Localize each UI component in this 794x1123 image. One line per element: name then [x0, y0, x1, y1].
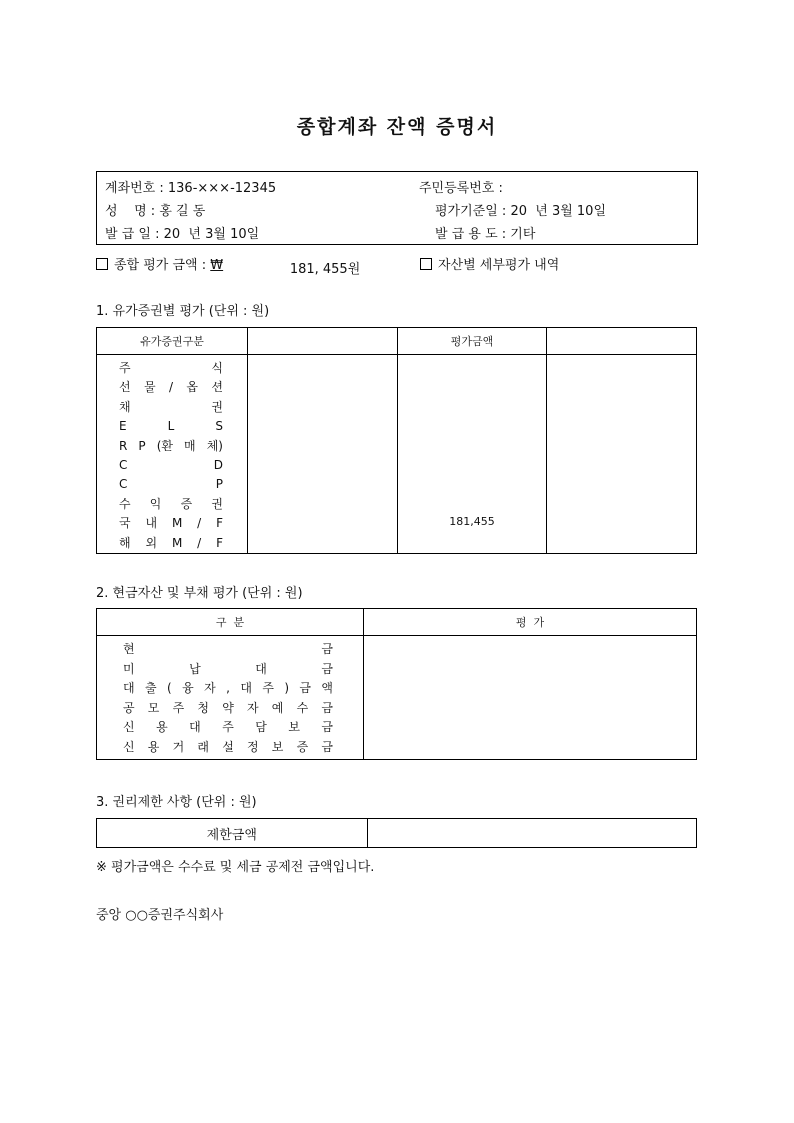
total-currency: ₩	[210, 258, 224, 273]
cash-type-cell	[97, 636, 364, 760]
issue-purpose: 발 급 용 도 : 기타	[435, 227, 536, 242]
section2-heading: 2. 현금자산 및 부채 평가 (단위 : 원)	[96, 586, 303, 601]
name-label: 성 명	[105, 204, 147, 219]
list-item: 주 식	[119, 361, 223, 375]
holder-name: 성 명 : 홍 길 동	[105, 204, 206, 219]
footnote: ※ 평가금액은 수수료 및 세금 공제전 금액입니다.	[96, 860, 375, 875]
list-item: 미 납 대 금	[123, 661, 333, 676]
resident-number: 주민등록번호 :	[419, 181, 503, 196]
list-item: C D	[119, 457, 223, 472]
list-item: C P	[119, 477, 223, 492]
evaluation-date: 평가기준일 : 20 년 3월 10일	[435, 204, 607, 219]
securities-header-amount: 평가금액	[397, 328, 547, 355]
list-item: 해 외 M / F	[119, 535, 223, 550]
account-info-box	[96, 171, 698, 245]
cash-header-type: 구 분	[97, 609, 364, 636]
cash-body-row	[97, 636, 697, 760]
cash-evaluation-cell	[363, 636, 696, 760]
securities-type-cell	[97, 355, 248, 554]
list-item: 현 금	[123, 642, 333, 656]
securities-body-row	[97, 355, 697, 554]
account-label: 계좌번호	[105, 181, 156, 196]
restriction-table	[96, 818, 697, 848]
issue-date: 발 급 일 : 20 년 3월 10일	[105, 227, 260, 242]
securities-header-blank2	[547, 328, 697, 355]
account-number: 계좌번호 : 136-×××-12345	[105, 181, 277, 196]
list-item: 수 익 증 권	[119, 496, 223, 511]
restriction-row	[97, 819, 697, 848]
cash-header-evaluation: 평 가	[363, 609, 696, 636]
document-title: 종합계좌 잔액 증명서	[296, 116, 498, 138]
purpose-label: 발 급 용 도	[435, 227, 498, 242]
total-amount: 181, 455원	[289, 262, 361, 277]
list-item: 선 물 / 옵 션	[119, 380, 223, 395]
name-value: 홍 길 동	[159, 204, 206, 219]
eval-date-label: 평가기준일	[435, 204, 498, 219]
list-item: R P (환 매 체)	[119, 438, 223, 453]
securities-amount-value: 181,455	[449, 515, 495, 528]
cash-liabilities-table	[96, 608, 697, 760]
cash-type-list	[97, 636, 363, 757]
detail-evaluation-checkbox[interactable]	[420, 258, 432, 270]
list-item: 신 용 대 주 담 보 금	[123, 720, 333, 734]
detail-label: 자산별 세부평가 내역	[438, 258, 560, 273]
list-item: 국 내 M / F	[119, 516, 223, 531]
section1-heading: 1. 유가증권별 평가 (단위 : 원)	[96, 304, 270, 319]
restriction-label: 제한금액	[97, 819, 368, 848]
account-value: 136-×××-12345	[167, 181, 277, 196]
restriction-value	[367, 819, 696, 848]
securities-blank-cell	[247, 355, 397, 554]
issue-date-label: 발 급 일	[105, 227, 151, 242]
list-item: E L S	[119, 419, 223, 434]
purpose-value: 기타	[510, 227, 536, 242]
securities-header-row	[97, 328, 697, 355]
list-item: 신 용 거 래 설 정 보 증 금	[123, 739, 333, 754]
list-item: 채 권	[119, 399, 223, 414]
securities-type-list	[97, 355, 247, 553]
securities-table	[96, 327, 697, 554]
eval-date-value: 20 년 3월 10일	[510, 204, 607, 219]
section3-heading: 3. 권리제한 사항 (단위 : 원)	[96, 795, 257, 810]
securities-header-blank1	[247, 328, 397, 355]
list-item: 공 모 주 청 약 자 예 수 금	[123, 700, 333, 715]
securities-blank-cell	[547, 355, 697, 554]
total-amount-field	[210, 258, 360, 277]
total-evaluation-option	[96, 254, 360, 277]
list-item: 대 출 ( 융 자 , 대 주 ) 금 액	[123, 681, 333, 695]
company-name: 중앙 ○○증권주식회사	[96, 908, 224, 923]
cash-header-row	[97, 609, 697, 636]
total-label: 종합 평가 금액 :	[114, 258, 207, 273]
resident-label: 주민등록번호	[419, 181, 495, 196]
total-evaluation-checkbox[interactable]	[96, 258, 108, 270]
securities-amount-cell	[397, 355, 547, 554]
securities-header-type: 유가증권구분	[97, 328, 248, 355]
issue-date-value: 20 년 3월 10일	[163, 227, 260, 242]
detail-evaluation-option	[420, 254, 559, 273]
